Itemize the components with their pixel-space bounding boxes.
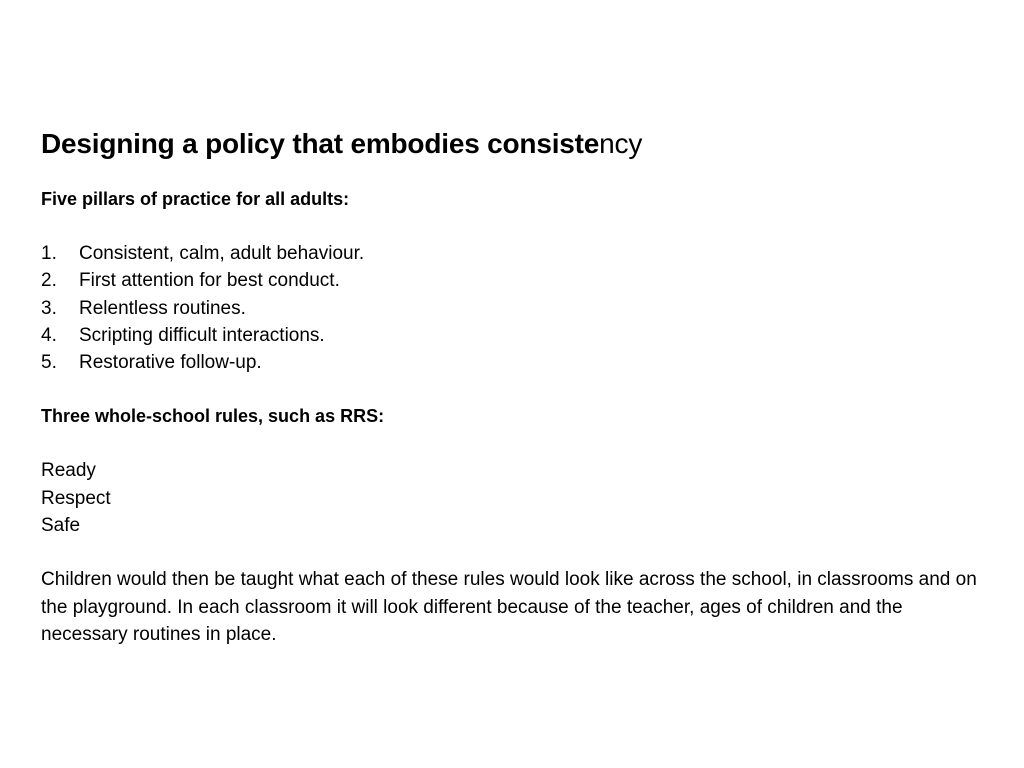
rules-list (41, 457, 981, 539)
slide-title-bold: Designing a policy that embodies consiste (41, 128, 600, 159)
list-item-text: Consistent, calm, adult behaviour. (79, 243, 365, 264)
list-item-text: First attention for best conduct. (79, 270, 340, 292)
list-item (41, 349, 981, 376)
list-item-number: 3. (41, 297, 57, 319)
list-item-number: 4. (41, 324, 57, 346)
list-item (41, 295, 981, 322)
list-item-number: 2. (41, 270, 57, 292)
list-item-number: 5. (41, 352, 57, 374)
explanation-paragraph: Children would then be taught what each of these rules would look like across the school, in classrooms and on the playground. In each classroom it will look different because of the teacher, ages of children and the necessary routines in place. (41, 569, 977, 645)
slide-title (41, 124, 981, 164)
slide-title-normal: ncy (599, 128, 643, 159)
list-item-number: 1. (41, 243, 57, 264)
list-item (41, 267, 981, 294)
list-item-text: Scripting difficult interactions. (79, 324, 325, 346)
slide-content (41, 124, 981, 648)
list-item (41, 322, 981, 349)
rule-respect: Respect (41, 487, 111, 509)
rule-ready: Ready (41, 460, 96, 482)
list-item (41, 240, 981, 267)
pillars-list (41, 240, 981, 376)
rules-heading: Three whole-school rules, such as RRS: (41, 406, 385, 427)
list-item-text: Relentless routines. (79, 297, 246, 319)
list-item-text: Restorative follow-up. (79, 352, 262, 374)
pillars-heading: Five pillars of practice for all adults: (41, 189, 350, 209)
rule-safe: Safe (41, 515, 81, 537)
